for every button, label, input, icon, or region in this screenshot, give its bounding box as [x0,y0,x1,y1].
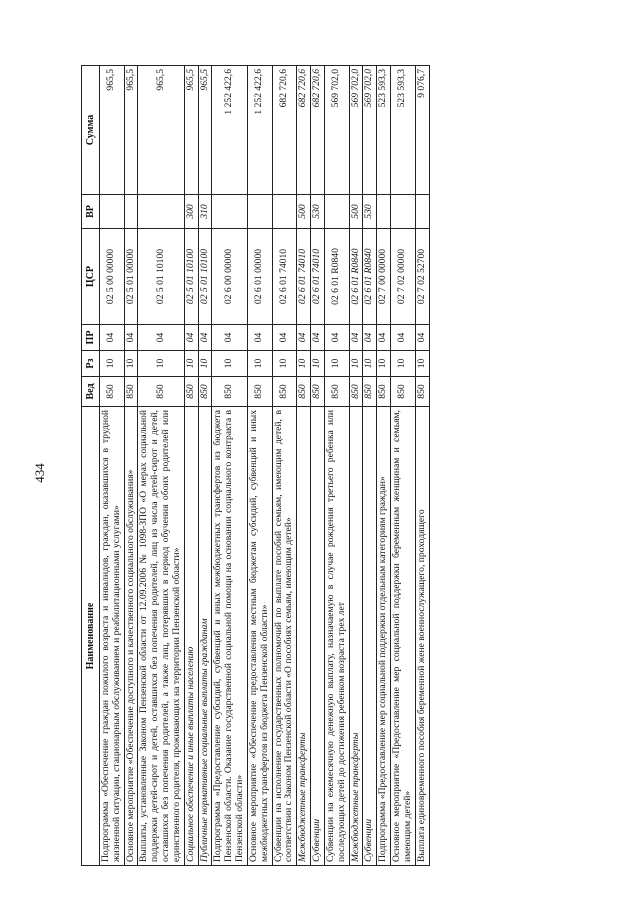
cell-sum: 682 720,6 [297,66,311,195]
header-ved: Вед [82,377,100,407]
cell-rz: 10 [184,351,198,377]
table-row [212,66,247,866]
cell-ved: 850 [124,377,138,407]
cell-ved: 850 [311,377,325,407]
table-row [415,66,429,866]
table-row [363,66,377,866]
cell-name: Подпрограмма «Обеспечение граждан пожилого возраста и инвалидов, граждан, оказавшихся в трудной жизненной ситуации, стационарным обслуживанием и реабилитационными услугами» [100,407,125,866]
cell-sum: 569 702,0 [349,66,363,195]
cell-csr: 02 7 02 00000 [391,229,416,325]
cell-csr: 02 6 01 74010 [297,229,311,325]
cell-ved: 850 [349,377,363,407]
cell-pr: 04 [184,325,198,351]
header-sum: Сумма [82,66,100,195]
cell-csr: 02 6 01 00000 [247,229,272,325]
cell-ved: 850 [212,377,247,407]
cell-sum: 1 252 422,6 [247,66,272,195]
cell-rz: 10 [363,351,377,377]
table-row [124,66,138,866]
cell-pr: 04 [198,325,212,351]
cell-pr: 04 [324,325,349,351]
cell-pr: 04 [100,325,125,351]
cell-rz: 10 [198,351,212,377]
cell-name: Межбюджетные трансферты [349,407,363,866]
cell-csr: 02 7 02 52700 [415,229,429,325]
cell-csr: 02 6 01 74010 [272,229,297,325]
cell-rz: 10 [311,351,325,377]
cell-csr: 02 6 01 R0840 [324,229,349,325]
header-vr: ВР [82,195,100,229]
cell-pr: 04 [363,325,377,351]
rotated-page-content [81,66,561,866]
cell-ved: 850 [184,377,198,407]
cell-name: Основное мероприятие «Предоставление мер социальной поддержки беременным женщинам и семьям, имеющим детей» [391,407,416,866]
cell-name: Субвенции на ежемесячную денежную выплату, назначаемую в случае рождения третьего ребенка или последующих детей до достижения ребенком возраста трех лет [324,407,349,866]
cell-vr [377,195,391,229]
cell-vr [415,195,429,229]
cell-vr [391,195,416,229]
cell-ved: 850 [100,377,125,407]
cell-csr: 02 5 01 10100 [184,229,198,325]
cell-csr: 02 5 00 00000 [100,229,125,325]
cell-name: Выплата единовременного пособия беременной жене военнослужащего, проходящего [415,407,429,866]
cell-sum: 682 720,6 [311,66,325,195]
cell-pr: 04 [247,325,272,351]
cell-vr [124,195,138,229]
cell-name: Межбюджетные трансферты [297,407,311,866]
cell-ved: 850 [198,377,212,407]
cell-sum: 523 593,3 [391,66,416,195]
table-row [138,66,184,866]
budget-table [81,65,430,866]
cell-name: Субвенции на исполнение государственных полномочий по выплате пособий семьям, имеющим детей, в соответствии с Законом Пензенской области «О пособиях семьям, имеющим детей» [272,407,297,866]
cell-vr [138,195,184,229]
cell-ved: 850 [297,377,311,407]
cell-rz: 10 [415,351,429,377]
cell-name: Публичные нормативные социальные выплаты гражданам [198,407,212,866]
table-row [184,66,198,866]
cell-sum: 965,5 [138,66,184,195]
table-header-row [82,66,100,866]
cell-vr: 500 [349,195,363,229]
page-number: 434 [32,463,47,483]
cell-csr: 02 6 00 00000 [212,229,247,325]
cell-sum: 569 702,0 [324,66,349,195]
cell-pr: 04 [311,325,325,351]
cell-vr [272,195,297,229]
table-row [198,66,212,866]
table-body [100,66,430,866]
cell-vr: 530 [363,195,377,229]
cell-ved: 850 [272,377,297,407]
cell-pr: 04 [349,325,363,351]
cell-sum: 965,5 [184,66,198,195]
cell-vr: 500 [297,195,311,229]
header-pr: ПР [82,325,100,351]
table-row [349,66,363,866]
cell-csr: 02 5 01 00000 [124,229,138,325]
cell-sum: 569 702,0 [363,66,377,195]
cell-vr [324,195,349,229]
cell-name: Субвенции [363,407,377,866]
cell-sum: 523 593,3 [377,66,391,195]
cell-csr: 02 6 01 74010 [311,229,325,325]
cell-rz: 10 [391,351,416,377]
cell-ved: 850 [324,377,349,407]
cell-csr: 02 5 01 10100 [138,229,184,325]
cell-rz: 10 [138,351,184,377]
cell-ved: 850 [363,377,377,407]
table-row [247,66,272,866]
cell-pr: 04 [391,325,416,351]
cell-rz: 10 [324,351,349,377]
cell-csr: 02 6 01 R0840 [363,229,377,325]
cell-rz: 10 [349,351,363,377]
cell-rz: 10 [272,351,297,377]
cell-sum: 682 720,6 [272,66,297,195]
cell-pr: 04 [415,325,429,351]
cell-csr: 02 5 01 10100 [198,229,212,325]
header-name: Наименование [82,407,100,866]
cell-rz: 10 [124,351,138,377]
cell-name: Основное мероприятие «Обеспечение доступного и качественного социального обслуживания» [124,407,138,866]
cell-name: Субвенции [311,407,325,866]
table-row [100,66,125,866]
cell-csr: 02 7 00 00000 [377,229,391,325]
cell-vr [247,195,272,229]
header-csr: ЦСР [82,229,100,325]
cell-sum: 965,5 [124,66,138,195]
cell-ved: 850 [247,377,272,407]
cell-ved: 850 [415,377,429,407]
table-row [377,66,391,866]
cell-sum: 965,5 [198,66,212,195]
header-rz: Рз [82,351,100,377]
cell-pr: 04 [124,325,138,351]
cell-rz: 10 [212,351,247,377]
table-row [391,66,416,866]
cell-ved: 850 [391,377,416,407]
cell-name: Выплаты, установленные Законом Пензенской области от 12.09.2006 № 1098-ЗПО «О мерах социальной поддержки детей-сирот и детей, оставшихся без попечения родителей, лиц из числа детей-сирот и детей, оставшихся без попечения родителей, а также лиц, потерявших в период обучения обоих родителей или единственного родителя, проживающих на территории Пензенской области» [138,407,184,866]
cell-name: Подпрограмма «Предоставление мер социальной поддержки отдельным категориям граждан» [377,407,391,866]
cell-rz: 10 [377,351,391,377]
cell-vr: 530 [311,195,325,229]
cell-pr: 04 [297,325,311,351]
cell-name: Подпрограмма «Предоставление субсидий, субвенций и иных межбюджетных трансфертов из бюджета Пензенской области. Оказание государственной социальной помощи на основании социального контракта в Пензенской области» [212,407,247,866]
cell-rz: 10 [297,351,311,377]
cell-rz: 10 [247,351,272,377]
table-row [311,66,325,866]
cell-vr [100,195,125,229]
cell-pr: 04 [138,325,184,351]
cell-vr: 300 [184,195,198,229]
cell-sum: 965,5 [100,66,125,195]
table-row [324,66,349,866]
cell-vr: 310 [198,195,212,229]
cell-csr: 02 6 01 R0840 [349,229,363,325]
table-row [297,66,311,866]
cell-rz: 10 [100,351,125,377]
cell-name: Основное мероприятие «Обеспечение предоставления местным бюджетам субсидий, субвенций и иных межбюджетных трансфертов из бюджета Пензенской области» [247,407,272,866]
cell-sum: 9 076,7 [415,66,429,195]
cell-pr: 04 [377,325,391,351]
cell-ved: 850 [138,377,184,407]
cell-name: Социальное обеспечение и иные выплаты населению [184,407,198,866]
cell-pr: 04 [272,325,297,351]
cell-ved: 850 [377,377,391,407]
cell-vr [212,195,247,229]
cell-pr: 04 [212,325,247,351]
table-row [272,66,297,866]
cell-sum: 1 252 422,6 [212,66,247,195]
